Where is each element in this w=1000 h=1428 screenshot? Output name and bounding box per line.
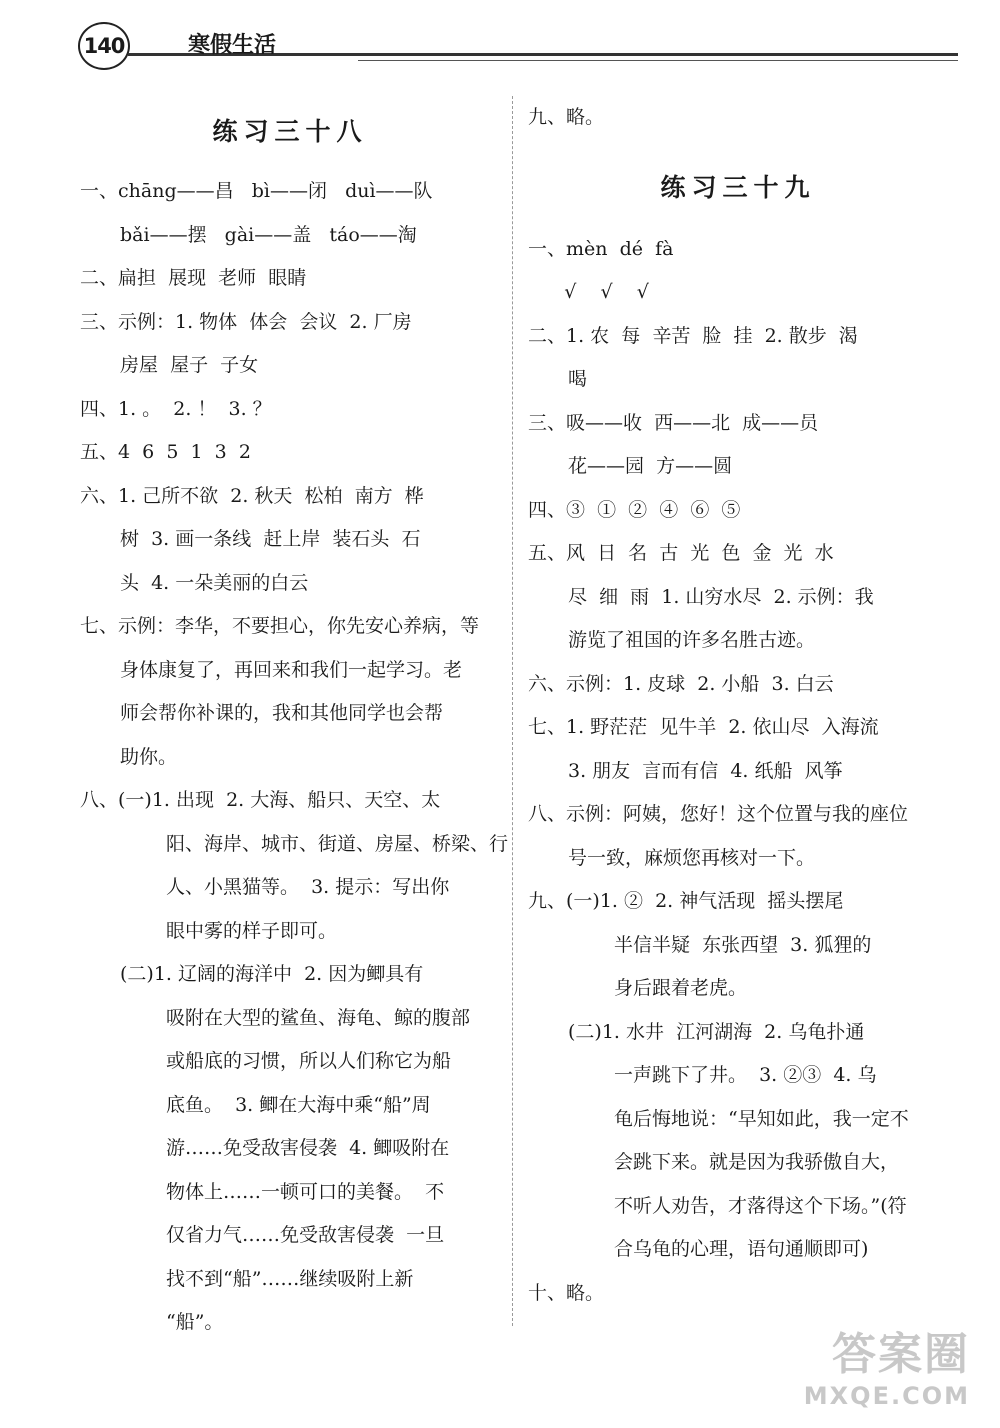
answer-line: bǎi——摆 gài——盖 táo——淘: [120, 223, 417, 246]
answer-line: 吸附在大型的鲨鱼、海龟、鲸的腹部: [166, 1006, 471, 1029]
answer-line: 会跳下来。就是因为我骄傲自大，: [614, 1151, 900, 1173]
answer-line: 身体康复了，再回来和我们一起学习。老: [120, 658, 463, 681]
answer-line: 龟后悔地说：“早知如此，我一定不: [614, 1107, 909, 1130]
answer-line: √ √ √: [528, 281, 649, 303]
answer-line: 头 4. 一朵美丽的白云: [120, 571, 309, 594]
answer-line: 一声跳下了井。 3. ②③ 4. 乌: [614, 1064, 877, 1086]
answer-line: 半信半疑 东张西望 3. 狐狸的: [614, 933, 872, 956]
answer-line: 花——园 方——圆: [568, 455, 733, 477]
answer-line: 喝: [568, 368, 588, 390]
page-header: [78, 20, 958, 72]
answer-line: 助你。: [120, 745, 178, 768]
answer-line: 阳、海岸、城市、街道、房屋、桥梁、行: [166, 832, 509, 855]
answer-line: 二、扁担 展现 老师 眼睛: [80, 267, 307, 289]
answer-line: 不听人劝告，才落得这个下场。”(符: [614, 1194, 907, 1217]
left-column: [80, 96, 509, 1345]
answer-line: “船”。: [166, 1311, 224, 1333]
answer-line: 九、(一)1. ② 2. 神气活现 摇头摆尾: [528, 890, 844, 912]
exercise-38-title: 练习三十八: [212, 117, 368, 146]
answer-line: 身后跟着老虎。: [614, 977, 748, 999]
page-number: 140: [78, 22, 130, 70]
answer-line: 七、1. 野茫茫 见牛羊 2. 依山尽 入海流: [528, 716, 879, 738]
answer-line: 人、小黑猫等。 3. 提示：写出你: [166, 876, 450, 898]
answer-line: 六、示例：1. 皮球 2. 小船 3. 白云: [528, 672, 834, 695]
answer-line: 五、风 日 名 古 光 色 金 光 水: [528, 542, 834, 564]
answer-line: 房屋 屋子 子女: [120, 354, 259, 376]
answer-line: 三、示例：1. 物体 体会 会议 2. 厂房: [80, 310, 412, 333]
answer-line: 仅省力气……免受敌害侵袭 一旦: [166, 1224, 445, 1246]
answer-line: (二)1. 水井 江河湖海 2. 乌龟扑通: [568, 1020, 865, 1043]
watermark-url: MXQE.COM: [803, 1382, 970, 1410]
answer-line: 八、示例：阿姨，您好！这个位置与我的座位: [528, 803, 909, 825]
answer-line: 六、1. 己所不欲 2. 秋天 松柏 南方 桦: [80, 484, 424, 507]
header-rule-thin: [358, 60, 958, 61]
answer-line: 一、mèn dé fà: [528, 237, 674, 260]
header-title: 寒假生活: [188, 33, 277, 58]
answer-line: 师会帮你补课的，我和其他同学也会帮: [120, 702, 444, 724]
column-divider: [512, 96, 513, 1326]
answer-line: 或船底的习惯，所以人们称它为船: [166, 1050, 452, 1072]
answer-line: 游览了祖国的许多名胜古迹。: [568, 629, 816, 651]
answer-line: 九、略。: [528, 106, 605, 128]
answer-line: 十、略。: [528, 1281, 605, 1304]
answer-line: 五、4 6 5 1 3 2: [80, 441, 251, 463]
answer-line: 物体上……一顿可口的美餐。 不: [166, 1180, 445, 1203]
answer-line: 二、1. 农 每 辛苦 脸 挂 2. 散步 渴: [528, 324, 858, 347]
answer-line: 底鱼。 3. 鲫在大海中乘“船”周: [166, 1093, 431, 1116]
answer-line: 八、(一)1. 出现 2. 大海、船只、天空、太: [80, 789, 441, 811]
exercise-39-answers: [528, 228, 948, 1316]
answer-line: 三、吸——收 西——北 成——员: [528, 411, 819, 434]
answer-line: 四、1. 。 2. ！ 3. ？: [80, 397, 272, 420]
answer-line: 找不到“船”……继续吸附上新: [166, 1267, 414, 1290]
exercise-38-answers: [80, 170, 509, 1345]
answer-line: 号一致，麻烦您再核对一下。: [568, 846, 816, 869]
answer-line: 游……免受敌害侵袭 4. 鲫吸附在: [166, 1137, 450, 1159]
answer-line: 七、示例：李华，不要担心，你先安心养病，等: [80, 615, 480, 637]
answer-line: 树 3. 画一条线 赶上岸 装石头 石: [120, 528, 421, 550]
answer-line: 四、③ ① ② ④ ⑥ ⑤: [528, 498, 741, 521]
watermark-cn: 答案圈: [832, 1329, 970, 1380]
answer-line: 3. 朋友 言而有信 4. 纸船 风筝: [568, 759, 843, 782]
answer-line: 一、chāng——昌 bì——闭 duì——队: [80, 180, 433, 202]
answer-line: 合乌龟的心理，语句通顺即可): [614, 1238, 869, 1260]
right-column: [528, 96, 948, 1315]
answer-line: 眼中雾的样子即可。: [166, 919, 338, 942]
answer-line: 尽 细 雨 1. 山穷水尽 2. 示例：我: [568, 585, 874, 608]
answer-line: (二)1. 辽阔的海洋中 2. 因为鲫具有: [120, 963, 424, 985]
exercise-39-title: 练习三十九: [660, 172, 816, 202]
watermark: [804, 1318, 970, 1410]
